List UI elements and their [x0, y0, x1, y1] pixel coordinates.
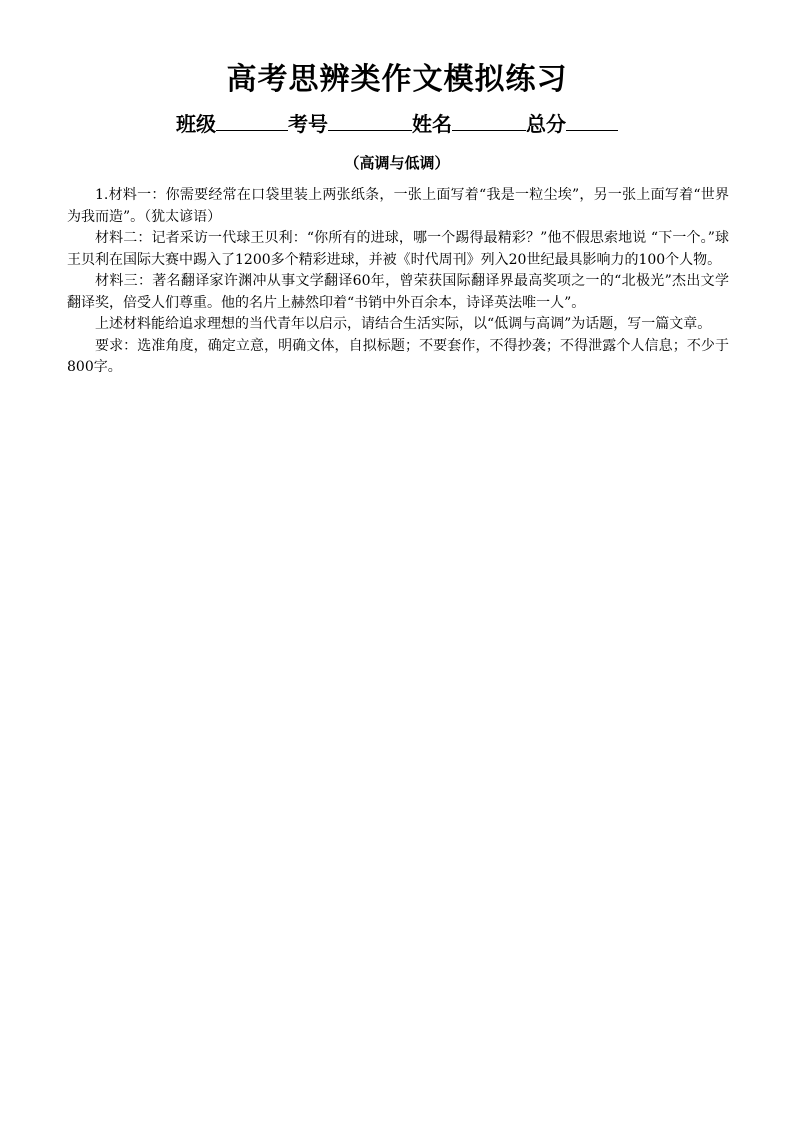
class-blank[interactable] — [216, 110, 288, 131]
paragraph-material-1: 1.材料一：你需要经常在口袋里装上两张纸条，一张上面写着“我是一粒尘埃”，另一张上面写着“世界为我而造”。（犹太谚语） — [67, 187, 729, 225]
paragraph-material-2: 材料二：记者采访一代球王贝利：“你所有的进球，哪一个踢得最精彩？”他不假思索地说 “下一个。”球王贝利在国际大赛中踢入了1200多个精彩进球，并被《时代周刊》列入20世纪最具影响力的100个人物。 — [67, 230, 729, 268]
paragraph-requirements: 要求：选准角度，确定立意，明确文体，自拟标题；不要套作，不得抄袭；不得泄露个人信息；不少于800字。 — [67, 337, 729, 375]
document-subtitle: （高调与低调） — [344, 154, 450, 172]
paragraph-instruction: 上述材料能给追求理想的当代青年以启示，请结合生活实际，以“低调与高调”为话题，写一篇文章。 — [95, 316, 712, 332]
name-blank[interactable] — [452, 110, 526, 131]
score-label: 总分 — [526, 112, 566, 136]
class-label: 班级 — [176, 112, 216, 136]
document-body — [67, 185, 729, 379]
score-blank[interactable] — [566, 110, 618, 131]
paragraph-material-3: 材料三：著名翻译家许渊冲从事文学翻译60年，曾荣获国际翻译界最高奖项之一的“北极光”杰出文学翻译奖，倍受人们尊重。他的名片上赫然印着“书销中外百余本，诗译英法唯一人”。 — [67, 273, 729, 311]
exam-number-blank[interactable] — [328, 110, 412, 131]
exam-number-label: 考号 — [288, 112, 328, 136]
student-info-line — [0, 110, 794, 138]
name-label: 姓名 — [412, 112, 452, 136]
document-title: 高考思辨类作文模拟练习 — [226, 62, 568, 97]
